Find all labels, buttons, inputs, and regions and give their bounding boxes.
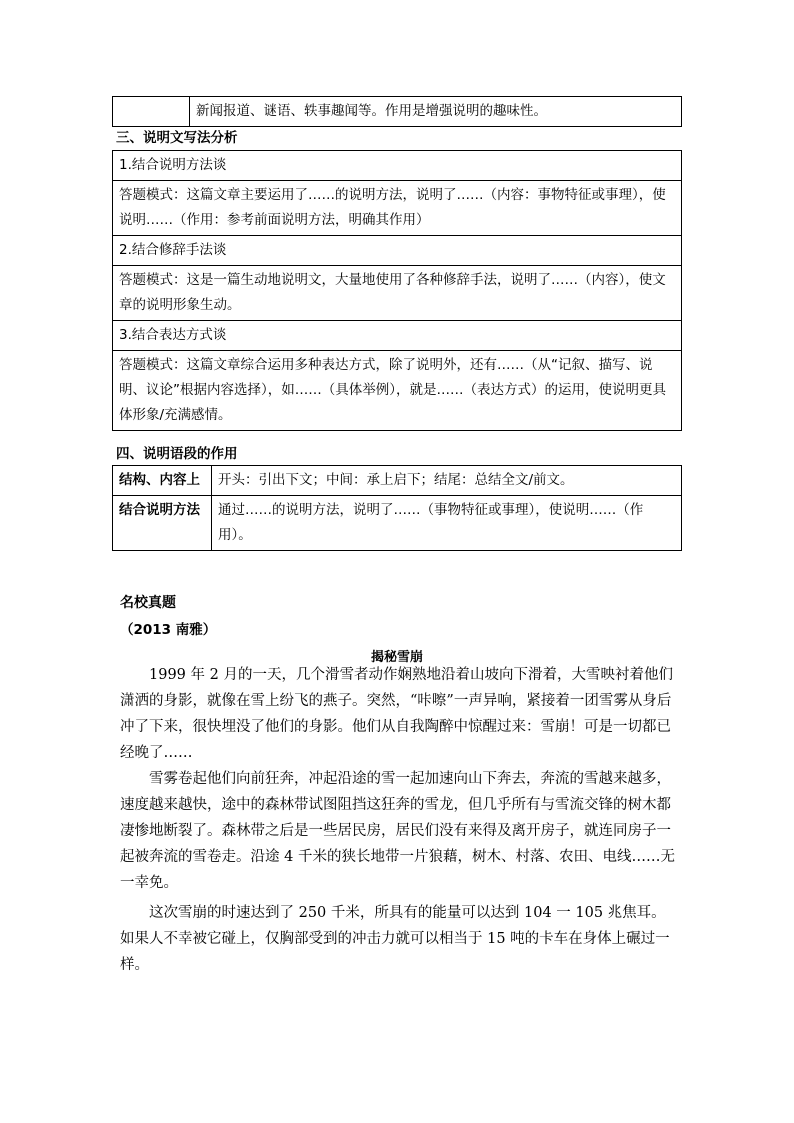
row-label: 结合说明方法 <box>113 496 212 551</box>
table-row <box>113 97 682 127</box>
table-row <box>113 466 682 496</box>
paragraph-function-table <box>112 465 682 551</box>
table-row <box>113 496 682 551</box>
table-cell: 新闻报道、谜语、轶事趣闻等。作用是增强说明的趣味性。 <box>190 97 682 127</box>
row-body: 通过……的说明方法，说明了……（事物特征或事理），使说明……（作用）。 <box>212 496 682 551</box>
row-title: 1.结合说明方法谈 <box>113 151 682 181</box>
row-body: 答题模式：这是一篇生动地说明文，大量地使用了各种修辞手法，说明了……（内容），使文章的说明形象生动。 <box>113 266 682 321</box>
row-label: 结构、内容上 <box>113 466 212 496</box>
table-row <box>113 236 682 266</box>
section-heading-3: 三、说明文写法分析 <box>116 130 238 146</box>
table-row <box>113 266 682 321</box>
table-row <box>113 151 682 181</box>
article-paragraph: 这次雪崩的时速达到了 250 千米，所具有的能量可以达到 104 一 105 兆焦耳。如果人不幸被它碰上，仅胸部受到的冲击力就可以相当于 15 吨的卡车在身体上碾过一样。 <box>120 905 670 973</box>
top-table <box>112 96 682 127</box>
article-paragraph: 雪雾卷起他们向前狂奔，冲起沿途的雪一起加速向山下奔去，奔流的雪越来越多，速度越来越快，途中的森林带试图阻挡这狂奔的雪龙，但几乎所有与雪流交锋的树木都凄惨地断裂了。森林带之后是一些居民房，居民们没有来得及离开房子，就连同房子一起被奔流的雪卷走。沿途 4 千米的狭长地带一片狼藉，树木、村落、农田、电线……无一幸免。 <box>120 771 675 891</box>
article-title: 揭秘雪崩 <box>370 650 423 665</box>
table-cell-empty <box>113 97 190 127</box>
exam-source: （2013 南雅） <box>120 622 217 638</box>
row-title: 3.结合表达方式谈 <box>113 321 682 351</box>
row-body: 答题模式：这篇文章综合运用多种表达方式，除了说明外，还有……（从“记叙、描写、说明、议论”根据内容选择），如……（具体举例），就是……（表达方式）的运用，使说明更具体形象/充满感情。 <box>113 351 682 431</box>
table-row <box>113 321 682 351</box>
writing-analysis-table <box>112 150 682 431</box>
exam-heading: 名校真题 <box>120 595 176 611</box>
table-row <box>113 181 682 236</box>
row-body: 答题模式：这篇文章主要运用了……的说明方法，说明了……（内容：事物特征或事理），使说明……（作用：参考前面说明方法，明确其作用） <box>113 181 682 236</box>
article-paragraph: 1999 年 2 月的一天，几个滑雪者动作娴熟地沿着山坡向下滑着，大雪映衬着他们潇洒的身影，就像在雪上纷飞的燕子。突然，“咔嚓”一声异响，紧接着一团雪雾从身后冲了下来，很快埋没了他们的身影。他们从自我陶醉中惊醒过来：雪崩！可是一切都已经晚了…… <box>120 667 673 761</box>
table-row <box>113 351 682 431</box>
section-heading-4: 四、说明语段的作用 <box>116 446 238 462</box>
row-body: 开头：引出下文；中间：承上启下；结尾：总结全文/前文。 <box>212 466 682 496</box>
row-title: 2.结合修辞手法谈 <box>113 236 682 266</box>
